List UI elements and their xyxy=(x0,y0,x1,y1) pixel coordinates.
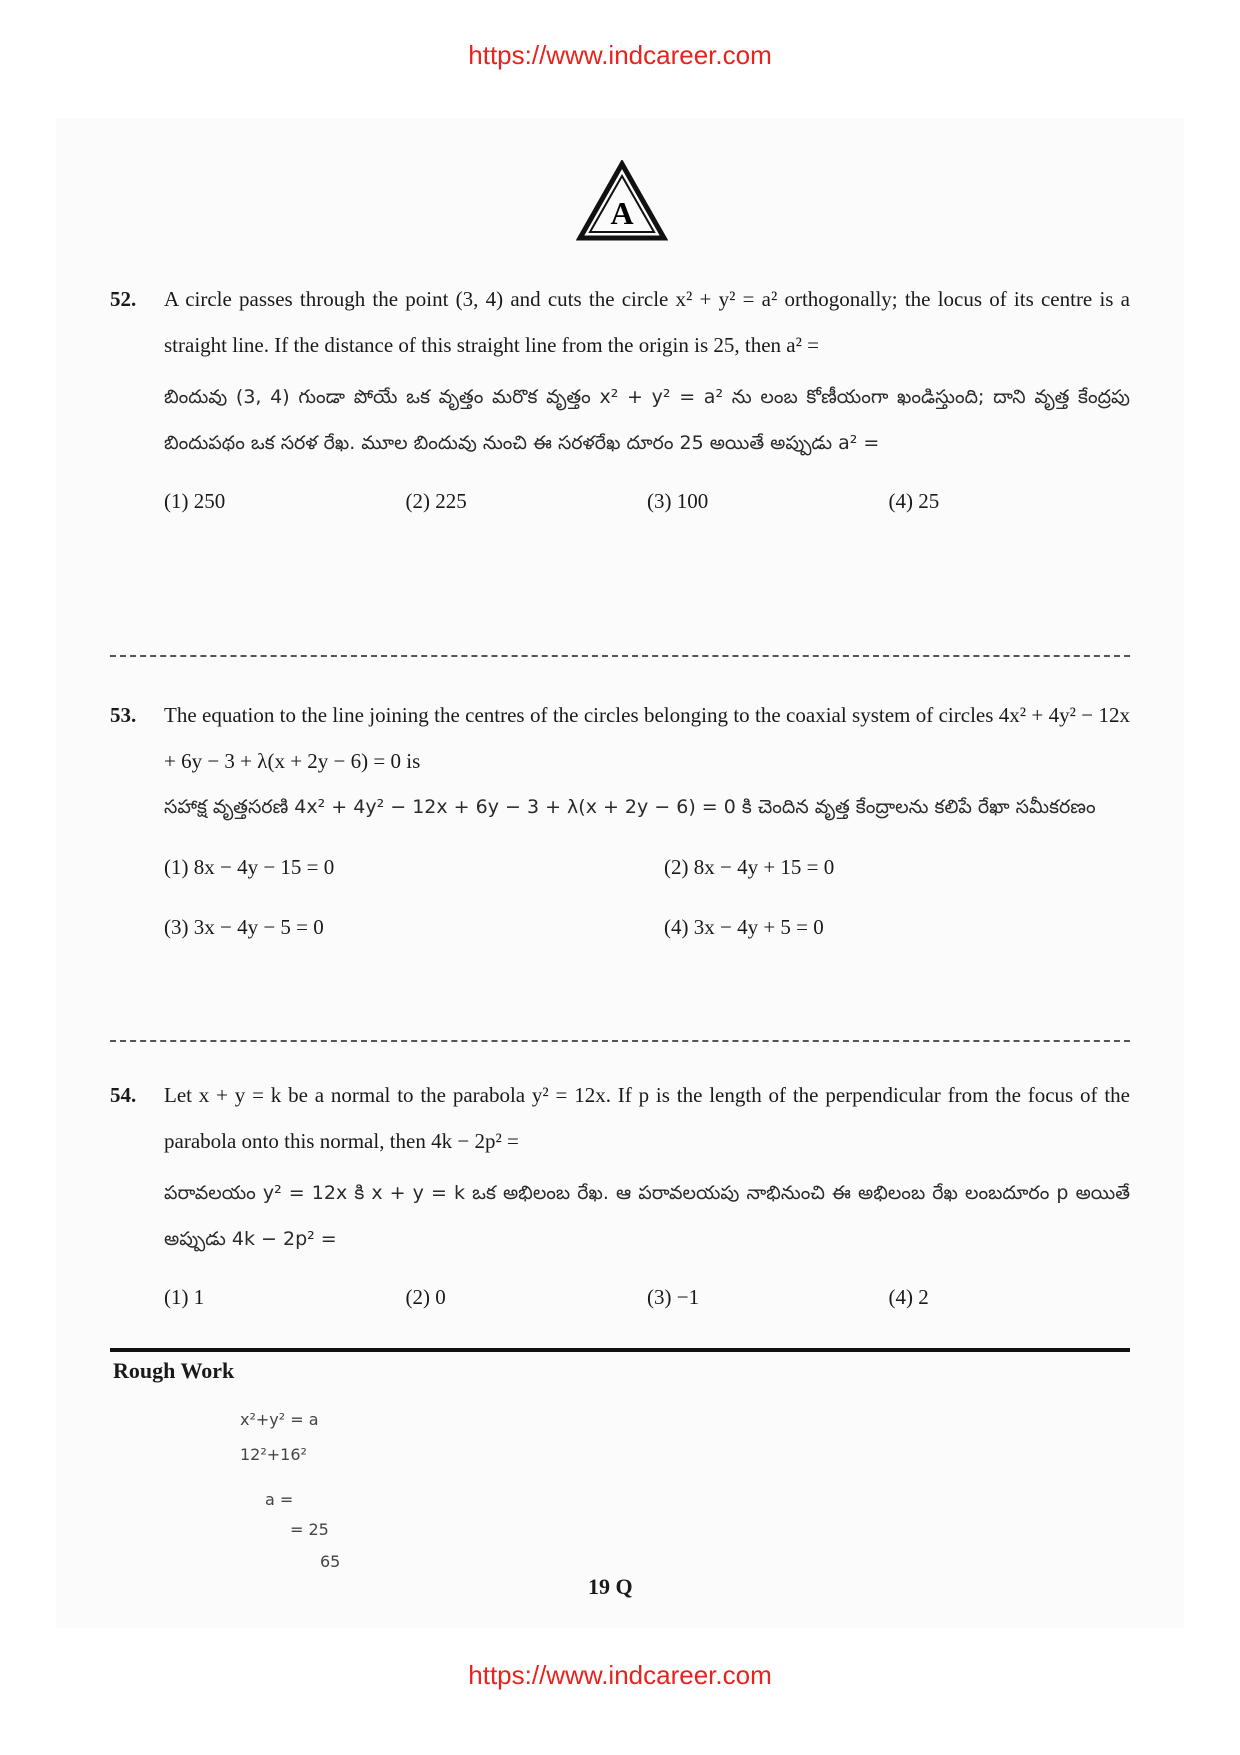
handwritten-note: a = xyxy=(265,1490,294,1509)
option-1[interactable]: (1) 1 xyxy=(164,1285,205,1309)
question-text-telugu: బిందువు (3, 4) గుండా పోయే ఒక వృత్తం మరొక వృత్తం x² + y² = a² ను లంబ కోణీయంగా ఖండిస్తుంది; దాని వృత్త కేంద్రపు బిందుపథం ఒక సరళ రేఖ. మూల బిందువు నుంచి ఈ సరళరేఖ దూరం 25 అయితే అప్పుడు a² = xyxy=(164,386,1130,454)
divider xyxy=(110,655,1130,657)
question-53 xyxy=(110,692,1130,950)
question-54 xyxy=(110,1072,1130,1320)
booklet-code-triangle-icon xyxy=(576,160,668,242)
section-divider xyxy=(110,1348,1130,1352)
option-1[interactable]: (1) 250 xyxy=(164,489,226,513)
option-4[interactable]: (4) 3x − 4y + 5 = 0 xyxy=(664,915,824,939)
question-text: The equation to the line joining the centres of the circles belonging to the coaxial system of circles 4x² + 4y² − 12x + 6y − 3 + λ(x + 2y − 6) = 0 is xyxy=(164,703,1130,773)
option-2[interactable]: (2) 8x − 4y + 15 = 0 xyxy=(664,855,835,879)
option-4[interactable]: (4) 2 xyxy=(888,1285,929,1309)
options xyxy=(164,844,1130,950)
rough-work-label: Rough Work xyxy=(113,1358,235,1383)
handwritten-note: 65 xyxy=(320,1552,341,1571)
option-1[interactable]: (1) 8x − 4y − 15 = 0 xyxy=(164,855,335,879)
question-text-telugu: సహాక్ష వృత్తసరణి 4x² + 4y² − 12x + 6y − 3 + λ(x + 2y − 6) = 0 కి చెందిన వృత్త కేంద్రాలను కలిపే రేఖా సమీకరణం xyxy=(164,796,1096,818)
handwritten-note: 12²+16² xyxy=(240,1445,307,1464)
booklet-code: A xyxy=(610,195,634,231)
question-text-telugu: పరావలయం y² = 12x కి x + y = k ఒక అభిలంబ రేఖ. ఆ పరావలయపు నాభినుంచి ఈ అభిలంబ రేఖ లంబదూరం p అయితే అప్పుడు 4k − 2p² = xyxy=(164,1182,1130,1250)
header-url-link[interactable]: https://www.indcareer.com xyxy=(468,40,772,70)
option-2[interactable]: (2) 0 xyxy=(405,1285,446,1309)
question-text: Let x + y = k be a normal to the parabola y² = 12x. If p is the length of the perpendicular from the focus of the parabola onto this normal, then 4k − 2p² = xyxy=(164,1083,1130,1153)
option-3[interactable]: (3) −1 xyxy=(647,1285,700,1309)
question-number: 53. xyxy=(110,703,137,727)
question-number: 52. xyxy=(110,287,137,311)
option-3[interactable]: (3) 3x − 4y − 5 = 0 xyxy=(164,915,324,939)
options xyxy=(164,1274,1130,1320)
footer-url-link[interactable]: https://www.indcareer.com xyxy=(468,1660,772,1690)
question-number: 54. xyxy=(110,1083,137,1107)
question-52 xyxy=(110,276,1130,524)
question-text: A circle passes through the point (3, 4) and cuts the circle x² + y² = a² orthogonally; the locus of its centre is a straight line. If the distance of this straight line from the origin is 25, then a² = xyxy=(164,287,1130,357)
options xyxy=(164,478,1130,524)
option-4[interactable]: (4) 25 xyxy=(888,489,940,513)
page-number: 19 Q xyxy=(588,1574,633,1599)
divider xyxy=(110,1040,1130,1042)
option-3[interactable]: (3) 100 xyxy=(647,489,709,513)
option-2[interactable]: (2) 225 xyxy=(405,489,467,513)
handwritten-note: x²+y² = a xyxy=(240,1410,319,1429)
handwritten-note: = 25 xyxy=(290,1520,329,1539)
